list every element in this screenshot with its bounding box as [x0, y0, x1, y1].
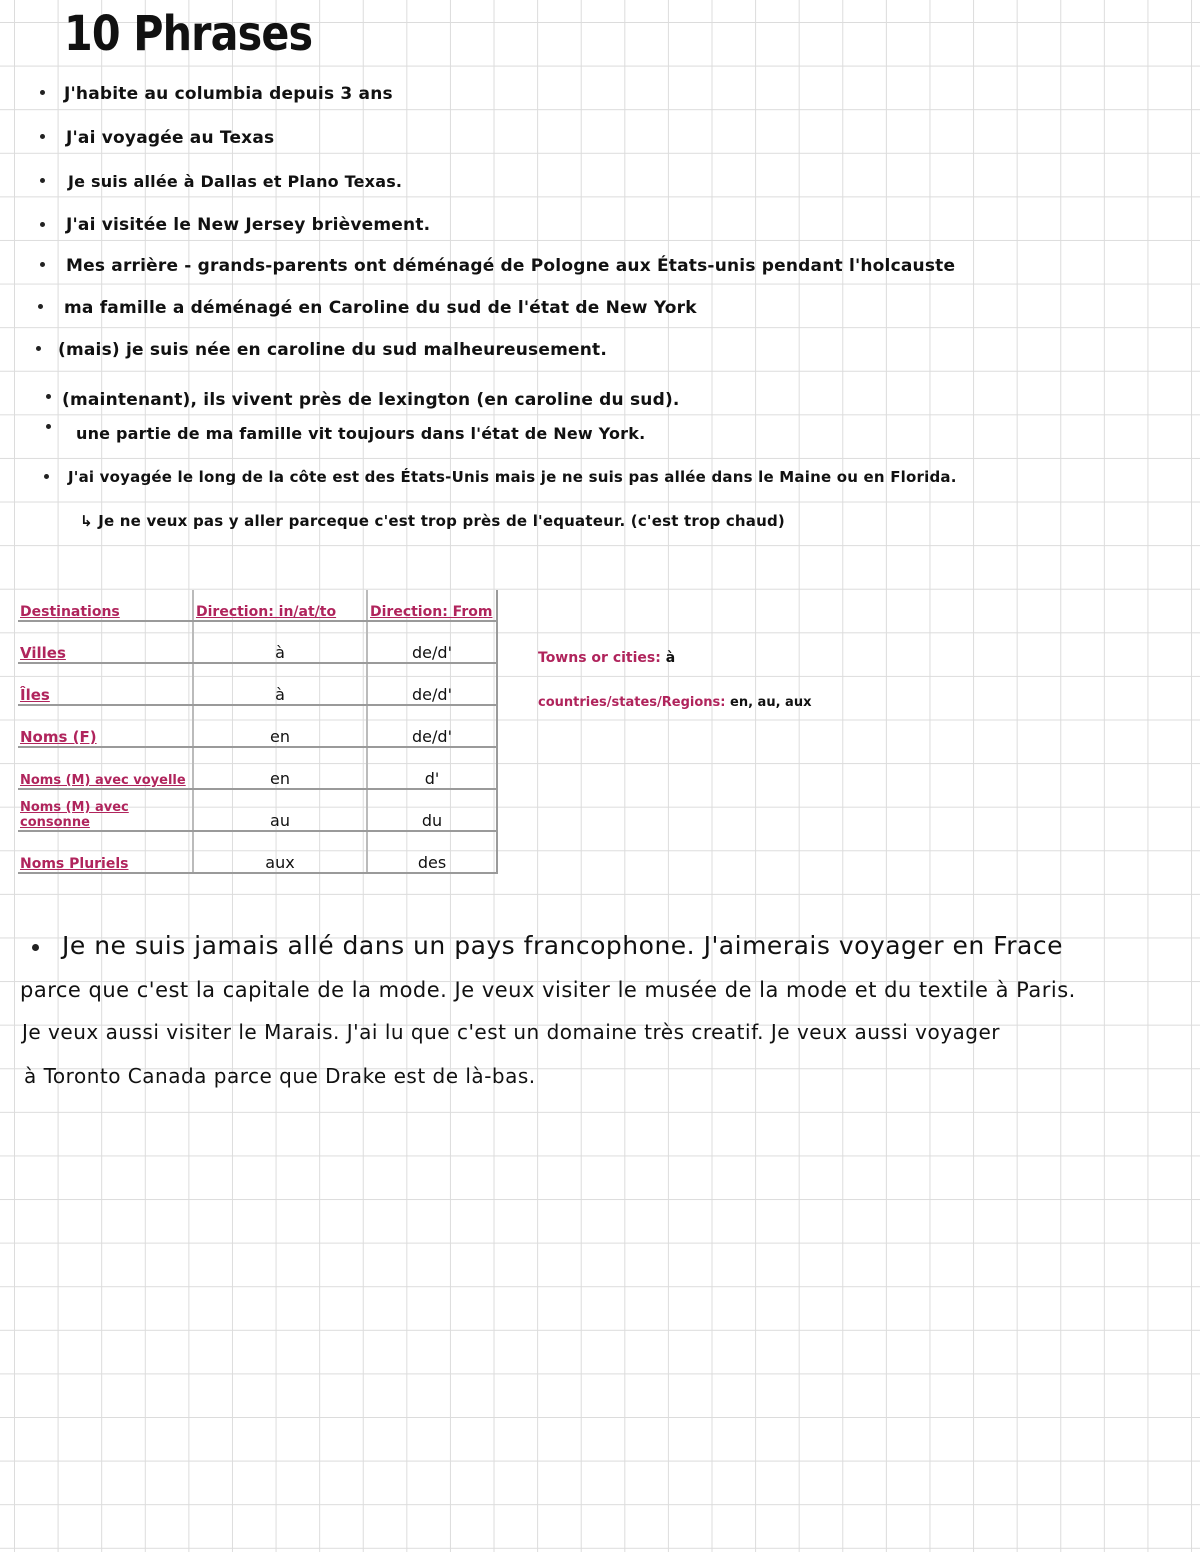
prepositions-table	[18, 590, 498, 874]
bullet	[40, 134, 45, 139]
table-row	[18, 621, 497, 663]
countries-note	[538, 695, 811, 710]
countries-label: countries/states/Regions:	[538, 695, 726, 710]
row-from: des	[367, 831, 497, 873]
phrase-5: Mes arrière - grands-parents ont déménagé de Pologne aux États-unis pendant l'holcauste	[66, 256, 956, 276]
row-from: du	[367, 789, 497, 831]
row-from: de/d'	[367, 705, 497, 747]
page-title: 10 Phrases	[64, 6, 313, 62]
header-destinations: Destinations	[18, 590, 193, 621]
bullet	[40, 90, 45, 95]
bullet	[44, 474, 49, 479]
towns-note	[538, 650, 675, 666]
phrase-11: ↳ Je ne veux pas y aller parceque c'est trop près de l'equateur. (c'est trop chaud)	[80, 512, 785, 530]
row-label: Noms (M) avec consonne	[18, 789, 193, 831]
bullet	[36, 346, 41, 351]
row-label: Îles	[18, 663, 193, 705]
table-row	[18, 789, 497, 831]
row-to: aux	[193, 831, 367, 873]
phrase-9: une partie de ma famille vit toujours dans l'état de New York.	[76, 424, 646, 443]
phrase-4: J'ai visitée le New Jersey brièvement.	[66, 215, 431, 235]
table-header-row	[18, 590, 497, 621]
row-label: Noms (F)	[18, 705, 193, 747]
phrase-7: (mais) je suis née en caroline du sud malheureusement.	[58, 340, 608, 360]
phrase-6: ma famille a déménagé en Caroline du sud de l'état de New York	[64, 298, 697, 318]
row-to: en	[193, 705, 367, 747]
towns-label: Towns or cities:	[538, 650, 661, 666]
bullet	[38, 304, 43, 309]
row-to: au	[193, 789, 367, 831]
row-from: de/d'	[367, 663, 497, 705]
bullet	[46, 394, 51, 399]
table-row	[18, 831, 497, 873]
bullet	[32, 944, 39, 951]
row-label: Noms Pluriels	[18, 831, 193, 873]
table-row	[18, 663, 497, 705]
paragraph-line-1: Je ne suis jamais allé dans un pays francophone. J'aimerais voyager en Frace	[62, 931, 1063, 960]
header-direction-to: Direction: in/at/to	[193, 590, 367, 621]
bullet	[40, 262, 45, 267]
table-row	[18, 747, 497, 789]
row-from: d'	[367, 747, 497, 789]
paragraph-line-3: Je veux aussi visiter le Marais. J'ai lu que c'est un domaine très creatif. Je veux aussi voyager	[22, 1020, 1001, 1044]
row-label: Villes	[18, 621, 193, 663]
header-direction-from: Direction: From	[367, 590, 497, 621]
phrase-8: (maintenant), ils vivent près de lexington (en caroline du sud).	[62, 390, 680, 410]
paragraph-line-2: parce que c'est la capitale de la mode. Je veux visiter le musée de la mode et du textile à Paris.	[20, 978, 1076, 1002]
countries-value: en, au, aux	[730, 695, 812, 710]
row-from: de/d'	[367, 621, 497, 663]
row-label: Noms (M) avec voyelle	[18, 747, 193, 789]
paragraph-line-4: à Toronto Canada parce que Drake est de là-bas.	[24, 1064, 536, 1088]
phrase-1: J'habite au columbia depuis 3 ans	[64, 84, 393, 104]
row-to: à	[193, 621, 367, 663]
row-to: à	[193, 663, 367, 705]
bullet	[40, 222, 45, 227]
phrase-2: J'ai voyagée au Texas	[66, 128, 275, 148]
towns-value: à	[665, 650, 676, 666]
bullet	[46, 424, 51, 429]
phrase-10: J'ai voyagée le long de la côte est des États-Unis mais je ne suis pas allée dans le Maine ou en Florida.	[68, 468, 957, 486]
row-to: en	[193, 747, 367, 789]
table-row	[18, 705, 497, 747]
phrase-3: Je suis allée à Dallas et Plano Texas.	[68, 172, 403, 191]
bullet	[40, 178, 45, 183]
